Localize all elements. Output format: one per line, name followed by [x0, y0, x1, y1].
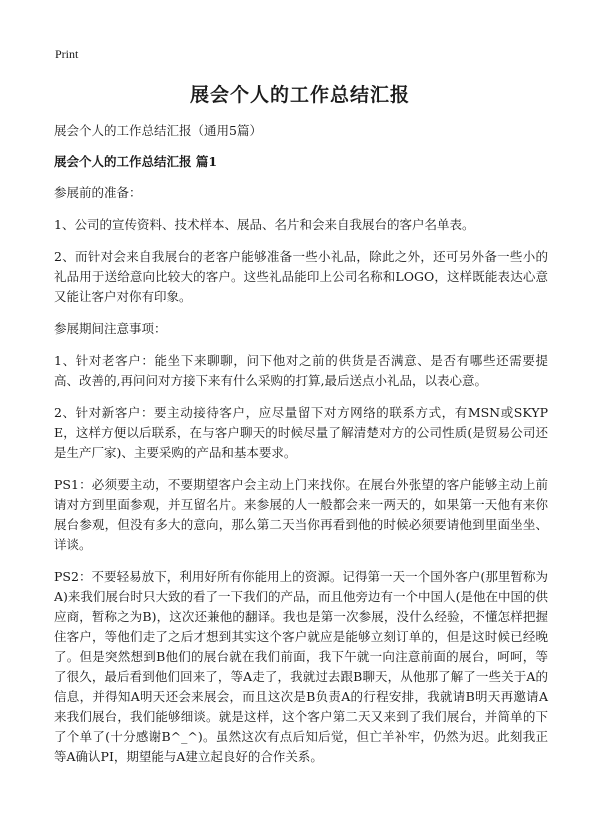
document-title: 展会个人的工作总结汇报 — [189, 84, 410, 106]
paragraph-prep-heading: 参展前的准备： — [54, 185, 142, 200]
paragraph-new-customers: 2、针对新客户：要主动接待客户，应尽量留下对方网络的联系方式，有MSN或SKYPE，这样方便以后联系，在与客户聊天的时候尽量了解清楚对方的公司性质(是贸易公司还是生产厂家)、主要采购的产品和基本要求。 — [54, 405, 548, 460]
paragraph-prep-item-2: 2、而针对会来自我展台的老客户能够准备一些小礼品，除此之外，还可另外备一些小的礼品用于送给意向比较大的客户。这些礼品能印上公司名称和LOGO，这样既能表达心意又能让客户对你有印象。 — [54, 249, 548, 304]
section-heading: 展会个人的工作总结汇报 篇1 — [54, 154, 218, 169]
paragraph-old-customers: 1、针对老客户：能坐下来聊聊，问下他对之前的供货是否满意、是否有哪些还需要提高、改善的,再问问对方接下来有什么采购的打算,最后送点小礼品，以表心意。 — [54, 353, 548, 388]
document-subtitle: 展会个人的工作总结汇报（通用5篇） — [54, 123, 262, 138]
paragraph-prep-item-1: 1、公司的宣传资料、技术样本、展品、名片和会来自我展台的客户名单表。 — [54, 217, 475, 232]
document-body — [54, 121, 548, 779]
print-label: Print — [55, 47, 79, 61]
paragraph-ps2: PS2：不要轻易放下，利用好所有你能用上的资源。记得第一天一个国外客户(那里暂称为A)来我们展台时只大致的看了一下我们的产品，而且他旁边有一个中国人(是他在中国的供应商，暂称之为B)，这次还兼他的翻译。我也是第一次参展，没什么经验，不懂怎样把握住客户，等他们走了之后才想到其实这个客户就应是能够立刻订单的，但是这时候已经晚了。但是突然想到B他们的展台就在我们前面，我下午就一向注意前面的展台，呵呵，等了很久，最后看到他们回来了，等A走了，我就过去跟B聊天，从他那了解了一些关于A的信息，并得知A明天还会来展会，而且这次是B负责A的行程安排，我就请B明天再邀请A来我们展台，我们能够细谈。就是这样，这个客户第二天又来到了我们展台，并简单的下了个单了(十分感谢B^_^)。虽然这次有点后知后觉，但亡羊补牢，仍然为迟。此刻我正等A确认PI，期望能与A建立起良好的合作关系。 — [54, 569, 548, 764]
paragraph-ps1: PS1：必须要主动，不要期望客户会主动上门来找你。在展台外张望的客户能够主动上前请对方到里面参观，并互留名片。来参展的人一般都会来一两天的，如果第一天他有来你展台参观，但没有多大的意向，那么第二天当你再看到他的时候必须要请他到里面坐坐、详谈。 — [54, 477, 548, 552]
paragraph-notes-heading: 参展期间注意事项： — [54, 321, 167, 336]
